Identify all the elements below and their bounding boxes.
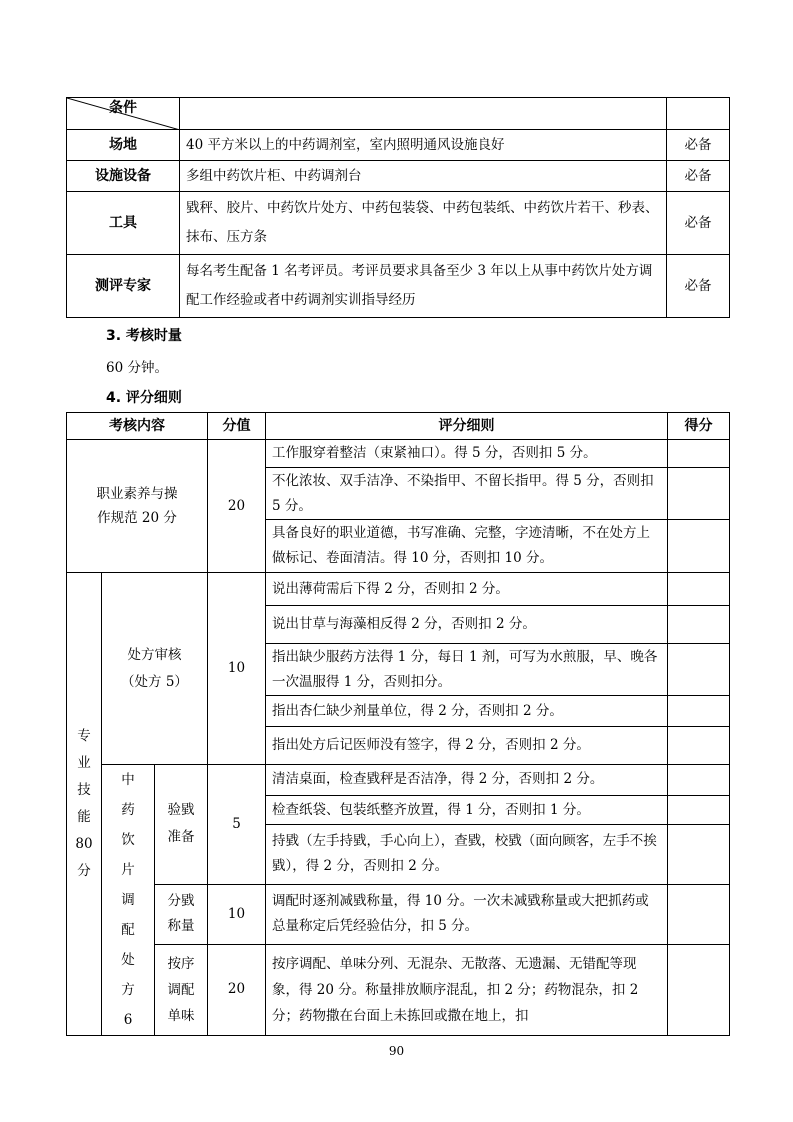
section-4-heading: 4. 评分细则 — [106, 390, 182, 406]
header-points: 分值 — [208, 413, 266, 440]
row-required-experts: 必备 — [667, 255, 730, 318]
diagonal-header-cell — [67, 98, 180, 130]
header-detail: 评分细则 — [266, 413, 668, 440]
header-content: 考核内容 — [67, 413, 208, 440]
step-points-scale-prep: 5 — [208, 765, 266, 885]
row-required-venue: 必备 — [667, 130, 730, 161]
score-cell[interactable] — [668, 644, 730, 696]
score-cell[interactable] — [668, 696, 730, 727]
step-points-weighing: 10 — [208, 884, 266, 944]
conditions-header-blank — [180, 98, 667, 130]
step-points-ordered: 20 — [208, 944, 266, 1035]
score-cell[interactable] — [668, 944, 730, 1035]
row-content-equipment: 多组中药饮片柜、中药调剂台 — [180, 161, 667, 192]
review-points: 10 — [208, 573, 266, 765]
row-required-equipment: 必备 — [667, 161, 730, 192]
score-cell[interactable] — [668, 727, 730, 765]
score-cell[interactable] — [668, 765, 730, 796]
section-3-text: 60 分钟。 — [106, 360, 168, 376]
scale-prep-item-3: 持戥（左手持戥，手心向上），查戥，校戥（面向顾客，左手不挨戥），得 2 分，否则扣 2 分。 — [266, 825, 668, 884]
skills-label: 专业技能 80 分 — [67, 573, 102, 1036]
professional-item-3: 具备良好的职业道德，书写准确、完整，字迹清晰，不在处方上做标记、卷面清洁。得 10 分，否则扣 10 分。 — [266, 520, 668, 573]
row-required-tools: 必备 — [667, 192, 730, 255]
professional-label: 职业素养与操作规范 20 分 — [67, 440, 208, 573]
professional-item-2: 不化浓妆、双手洁净、不染指甲、不留长指甲。得 5 分，否则扣 5 分。 — [266, 468, 668, 520]
review-label: 处方审核（处方 5） — [102, 573, 208, 765]
review-item-4: 指出杏仁缺少剂量单位，得 2 分，否则扣 2 分。 — [266, 696, 668, 727]
row-content-tools: 戥秤、胶片、中药饮片处方、中药包装袋、中药包装纸、中药饮片若干、秒表、抹布、压方条 — [180, 192, 667, 255]
section-3-heading: 3. 考核时量 — [106, 328, 182, 344]
page-number: 90 — [388, 1044, 405, 1058]
dispensing-label: 中药饮片调配处方 6 — [102, 765, 155, 1036]
header-score: 得分 — [668, 413, 730, 440]
conditions-header: 条件 — [109, 100, 137, 116]
score-cell[interactable] — [668, 468, 730, 520]
scoring-table — [66, 412, 730, 1036]
step-label-scale-prep: 验戥准备 — [155, 765, 208, 885]
weighing-item-1: 调配时逐剂减戥称量，得 10 分。一次未减戥称量或大把抓药或总量称定后凭经验估分，扣 5 分。 — [266, 884, 668, 944]
score-cell[interactable] — [668, 520, 730, 573]
review-item-5: 指出处方后记医师没有签字，得 2 分，否则扣 2 分。 — [266, 727, 668, 765]
score-cell[interactable] — [668, 884, 730, 944]
row-label-venue: 场地 — [67, 130, 180, 161]
scale-prep-item-1: 清洁桌面，检查戥秤是否洁净，得 2 分，否则扣 2 分。 — [266, 765, 668, 796]
score-cell[interactable] — [668, 440, 730, 468]
row-content-experts: 每名考生配备 1 名考评员。考评员要求具备至少 3 年以上从事中药饮片处方调配工作经验或者中药调剂实训指导经历 — [180, 255, 667, 318]
row-content-venue: 40 平方米以上的中药调剂室，室内照明通风设施良好 — [180, 130, 667, 161]
review-item-2: 说出甘草与海藻相反得 2 分，否则扣 2 分。 — [266, 606, 668, 644]
review-item-1: 说出薄荷需后下得 2 分，否则扣 2 分。 — [266, 573, 668, 606]
step-label-ordered: 按序调配单味 — [155, 944, 208, 1035]
review-item-3: 指出缺少服药方法得 1 分，每日 1 剂，可写为水煎服，早、晚各一次温服得 1 分，否则扣分。 — [266, 644, 668, 696]
conditions-table — [66, 97, 730, 318]
scale-prep-item-2: 检查纸袋、包装纸整齐放置，得 1 分，否则扣 1 分。 — [266, 795, 668, 825]
score-cell[interactable] — [668, 795, 730, 825]
score-cell[interactable] — [668, 825, 730, 884]
score-cell[interactable] — [668, 606, 730, 644]
conditions-header-blank — [667, 98, 730, 130]
row-label-equipment: 设施设备 — [67, 161, 180, 192]
score-cell[interactable] — [668, 573, 730, 606]
ordered-item-1: 按序调配、单味分列、无混杂、无散落、无遗漏、无错配等现象，得 20 分。称量排放顺序混乱，扣 2 分；药物混杂，扣 2 分；药物撒在台面上未拣回或撒在地上，扣 — [266, 944, 668, 1035]
professional-points: 20 — [208, 440, 266, 573]
step-label-weighing: 分戥称量 — [155, 884, 208, 944]
row-label-tools: 工具 — [67, 192, 180, 255]
professional-item-1: 工作服穿着整洁（束紧袖口）。得 5 分，否则扣 5 分。 — [266, 440, 668, 468]
row-label-experts: 测评专家 — [67, 255, 180, 318]
